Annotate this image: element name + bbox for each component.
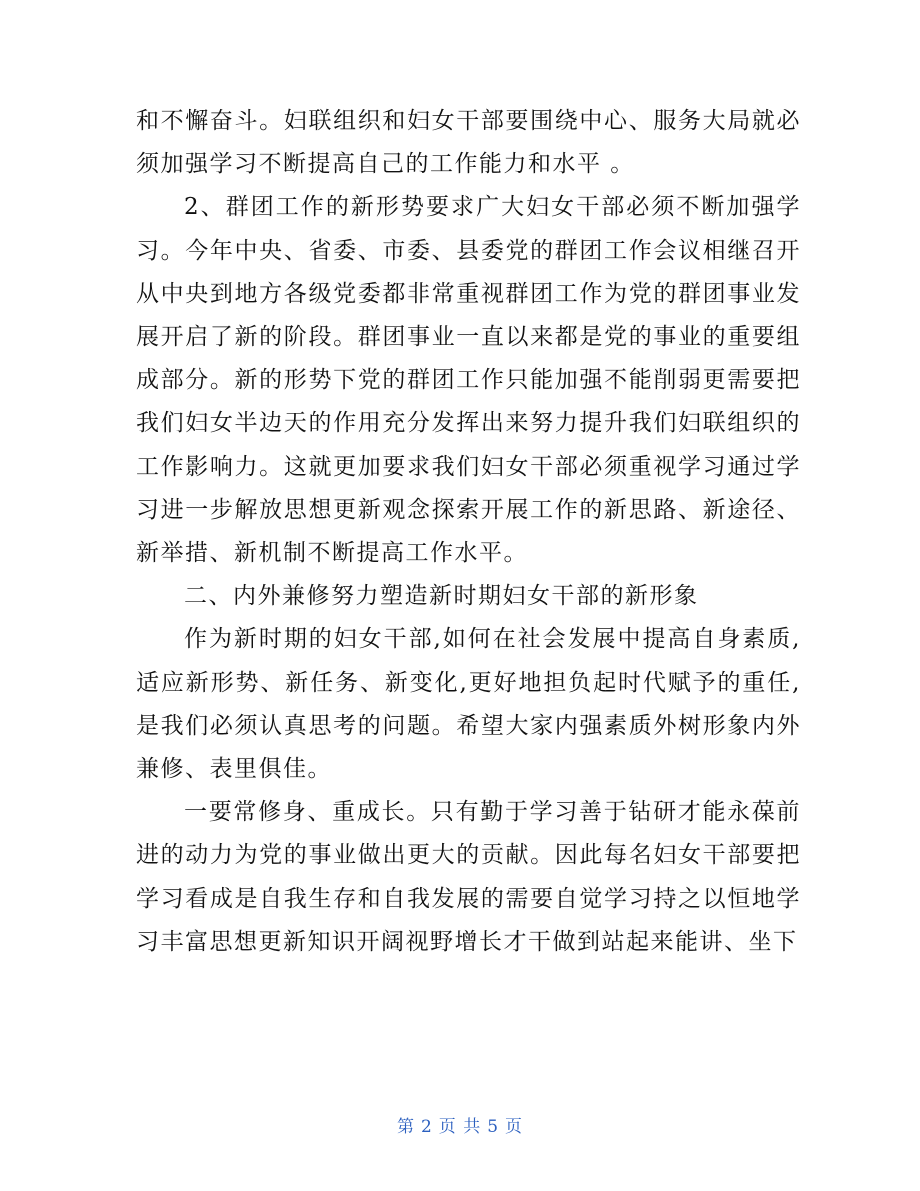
paragraph-section-2: 2、群团工作的新形势要求广大妇女干部必须不断加强学习。今年中央、省委、市委、县委党的群团工作会议相继召开从中央到地方各级党委都非常重视群团工作为党的群团事业发展开启了新的阶段。群团事业一直以来都是党的事业的重要组成部分。新的形势下党的群团工作只能加强不能削弱更需要把我们妇女半边天的作用充分发挥出来努力提升我们妇联组织的工作影响力。这就更加要求我们妇女干部必须重视学习通过学习进一步解放思想更新观念探索开展工作的新思路、新途径、新举措、新机制不断提高工作水平。 — [136, 194, 801, 567]
footer-page-number: 2 — [420, 1117, 433, 1137]
page-footer — [0, 1112, 920, 1137]
section-heading: 二、内外兼修努力塑造新时期妇女干部的新形象 — [184, 583, 699, 610]
footer-prefix: 第 — [396, 1117, 415, 1137]
document-body — [136, 100, 801, 964]
footer-suffix: 页 — [505, 1117, 524, 1137]
paragraph-continuation: 和不懈奋斗。妇联组织和妇女干部要围绕中心、服务大局就必须加强学习不断提高自己的工作能力和水平 。 — [136, 108, 801, 178]
paragraph-intro: 作为新时期的妇女干部,如何在社会发展中提高自身素质,适应新形势、新任务、新变化,更好地担负起时代赋予的重任,是我们必须认真思考的问题。希望大家内强素质外树形象内外兼修、表里俱佳。 — [136, 626, 801, 783]
footer-total-pages: 5 — [487, 1117, 500, 1137]
footer-middle: 页 共 — [438, 1117, 482, 1137]
paragraph-point-1: 一要常修身、重成长。只有勤于学习善于钻研才能永葆前进的动力为党的事业做出更大的贡献。因此每名妇女干部要把学习看成是自我生存和自我发展的需要自觉学习持之以恒地学习丰富思想更新知识开阔视野增长才干做到站起来能讲、坐下 — [136, 799, 801, 955]
